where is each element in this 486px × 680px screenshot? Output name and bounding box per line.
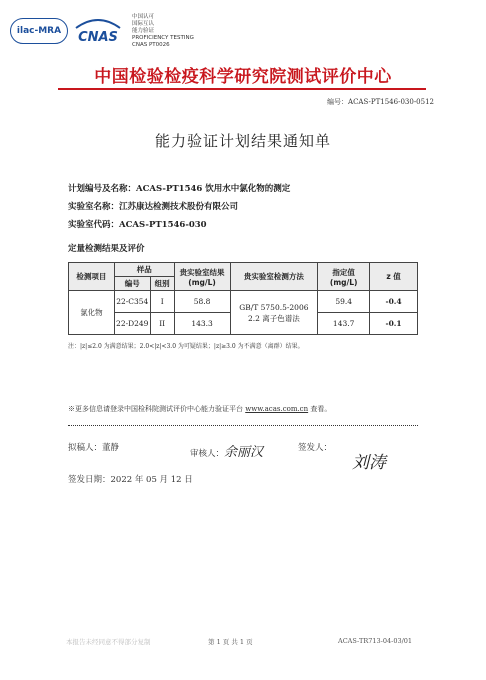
header-sample-id: 编号 bbox=[114, 277, 150, 291]
results-table bbox=[68, 262, 418, 335]
drafter-label: 拟稿人： bbox=[68, 443, 103, 453]
platform-link[interactable]: www.acas.com.cn bbox=[245, 405, 309, 413]
issue-date: 签发日期：2022 年 05 月 12 日 bbox=[68, 475, 193, 485]
ilac-mra-logo: ilac-MRA bbox=[10, 18, 68, 44]
more-info-suffix: 查看。 bbox=[310, 405, 332, 413]
cnas-line: CNAS PT0026 bbox=[132, 42, 170, 48]
footer-page-number: 第 1 页 共 1 页 bbox=[208, 638, 253, 646]
drafter-name: 董静 bbox=[102, 443, 120, 453]
sample-id-cell: 22-C354 bbox=[114, 291, 150, 313]
header-group: 组别 bbox=[150, 277, 174, 291]
document-serial-number: 编号：ACAS-PT1546-030-0512 bbox=[327, 98, 434, 106]
accreditation-logos bbox=[10, 10, 210, 50]
plan-value: ACAS-PT1546 饮用水中氯化物的测定 bbox=[136, 184, 291, 194]
more-info bbox=[68, 404, 331, 414]
header-sample: 样品 bbox=[114, 263, 174, 277]
lab-value: 江苏康达检测技术股份有限公司 bbox=[119, 202, 239, 212]
assigned-cell: 143.7 bbox=[318, 313, 370, 335]
plan-info bbox=[68, 182, 290, 194]
issuer-label: 签发人： bbox=[298, 443, 333, 453]
lab-label: 实验室名称： bbox=[68, 202, 120, 212]
footer-copy-notice: 本报告未经同意不得部分复制 bbox=[66, 638, 151, 646]
evaluation-note: 注：|z|≤2.0 为满意结果；2.0<|z|<3.0 为可疑结果；|z|≥3.0 为不满意（离群）结果。 bbox=[68, 343, 304, 350]
reviewer-signature: 余丽汉 bbox=[224, 445, 264, 460]
drafter bbox=[68, 441, 119, 453]
header-assigned: 指定值 (mg/L) bbox=[318, 263, 370, 291]
group-cell: I bbox=[150, 291, 174, 313]
footer-form-code: ACAS-TR713-04-03/01 bbox=[338, 637, 413, 645]
issuer-signature: 刘涛 bbox=[352, 453, 386, 473]
cnas-logo bbox=[72, 14, 124, 48]
lab-code-value: ACAS-PT1546-030 bbox=[119, 220, 207, 230]
reviewer bbox=[190, 441, 263, 460]
header-method: 贵实验室检测方法 bbox=[230, 263, 318, 291]
lab-info bbox=[68, 200, 238, 212]
organization-title: 中国检验检疫科学研究院测试评价中心 bbox=[94, 67, 392, 87]
reviewer-label: 审核人： bbox=[190, 449, 225, 459]
section-title: 定量检测结果及评价 bbox=[68, 244, 145, 254]
document-title: 能力验证计划结果通知单 bbox=[154, 132, 331, 150]
result-cell: 143.3 bbox=[174, 313, 230, 335]
lab-code-label: 实验室代码： bbox=[68, 220, 120, 230]
table-row bbox=[69, 291, 418, 313]
group-cell: II bbox=[150, 313, 174, 335]
header-item: 检测项目 bbox=[69, 263, 115, 291]
lab-code-info bbox=[68, 218, 207, 230]
z-score-cell: -0.4 bbox=[370, 291, 418, 313]
cnas-mark-text bbox=[132, 14, 222, 49]
result-cell: 58.8 bbox=[174, 291, 230, 313]
header-result: 贵实验室结果 (mg/L) bbox=[174, 263, 230, 291]
dotted-divider bbox=[68, 425, 418, 426]
assigned-cell: 59.4 bbox=[318, 291, 370, 313]
plan-label: 计划编号及名称： bbox=[68, 184, 137, 194]
cnas-line: 国际互认 bbox=[132, 21, 155, 27]
cnas-logo-text: CNAS bbox=[78, 30, 118, 45]
issuer bbox=[298, 441, 332, 453]
cnas-line: 能力验证 bbox=[132, 28, 155, 34]
header-z: z 值 bbox=[370, 263, 418, 291]
cnas-line: PROFICIENCY TESTING bbox=[132, 35, 194, 41]
sample-id-cell: 22-D249 bbox=[114, 313, 150, 335]
header-divider bbox=[58, 88, 426, 90]
cnas-line: 中国认可 bbox=[132, 14, 155, 20]
z-score-cell: -0.1 bbox=[370, 313, 418, 335]
method-cell: GB/T 5750.5-2006 2.2 离子色谱法 bbox=[230, 291, 318, 335]
item-name-cell: 氯化物 bbox=[69, 291, 115, 335]
more-info-text: ※更多信息请登录中国检科院测试评价中心能力验证平台 bbox=[68, 405, 243, 413]
